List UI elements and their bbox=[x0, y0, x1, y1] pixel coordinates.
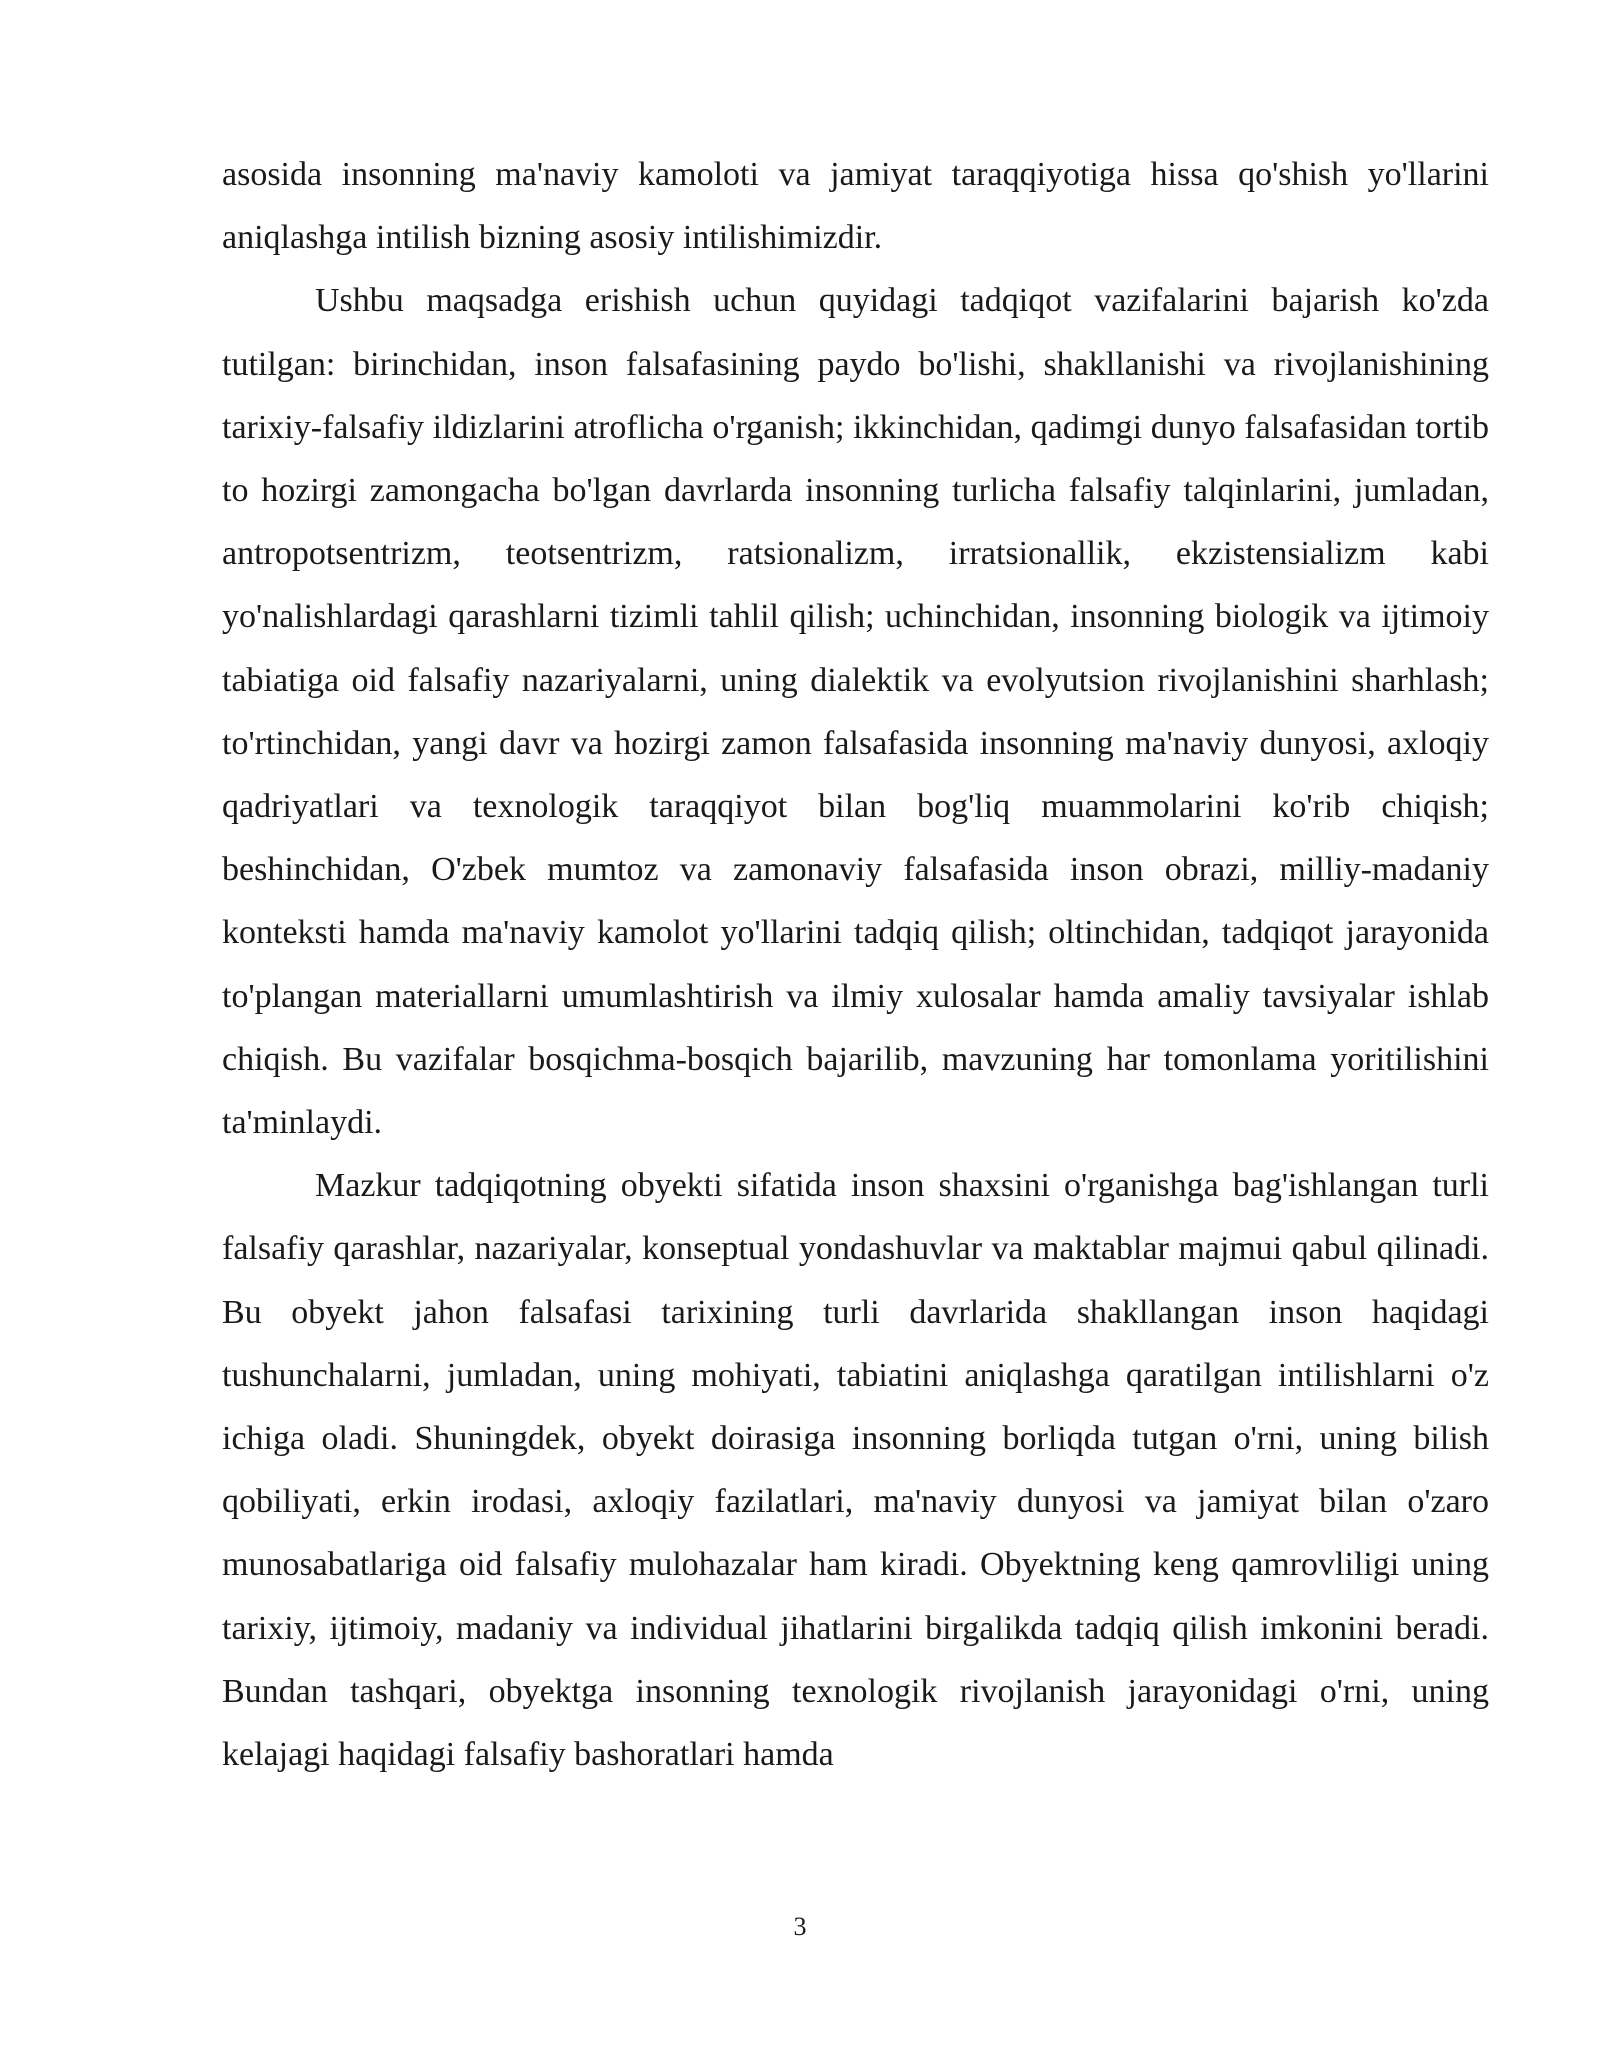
body-text bbox=[222, 143, 1489, 1786]
page-number: 3 bbox=[793, 1912, 807, 1941]
paragraph-research-object: Mazkur tadqiqotning obyekti sifatida inson shaxsini o'rganishga bag'ishlangan turli falsafiy qarashlar, nazariyalar, konseptual yondashuvlar va maktablar majmui qabul qilinadi. Bu obyekt jahon falsafasi tarixining turli davrlarida shakllangan inson haqidagi tushunchalarni, jumladan, uning mohiyati, tabiatini aniqlashga qaratilgan intilishlarni o'z ichiga oladi. Shuningdek, obyekt doirasiga insonning borliqda tutgan o'rni, uning bilish qobiliyati, erkin irodasi, axloqiy fazilatlari, ma'naviy dunyosi va jamiyat bilan o'zaro munosabatlariga oid falsafiy mulohazalar ham kiradi. Obyektning keng qamrovliligi uning tarixiy, ijtimoiy, madaniy va individual jihatlarini birgalikda tadqiq qilish imkonini beradi. Bundan tashqari, obyektga insonning texnologik rivojlanish jarayonidagi o'rni, uning kelajagi haqidagi falsafiy bashoratlari hamda bbox=[222, 1167, 1489, 1774]
paragraph-continuation: asosida insonning ma'naviy kamoloti va jamiyat taraqqiyotiga hissa qo'shish yo'llarini aniqlashga intilish bizning asosiy intilishimizdir. bbox=[222, 156, 1489, 257]
paragraph-research-tasks: Ushbu maqsadga erishish uchun quyidagi tadqiqot vazifalarini bajarish ko'zda tutilgan: birinchidan, inson falsafasining paydo bo'lishi, shakllanishi va rivojlanishining tarixiy-falsafiy ildizlarini atroflicha o'rganish; ikkinchidan, qadimgi dunyo falsafasidan tortib to hozirgi zamongacha bo'lgan davrlarda insonning turlicha falsafiy talqinlarini, jumladan, antropotsentrizm, teotsentrizm, ratsionalizm, irratsionallik, ekzistensializm kabi yo'nalishlardagi qarashlarni tizimli tahlil qilish; uchinchidan, insonning biologik va ijtimoiy tabiatiga oid falsafiy nazariyalarni, uning dialektik va evolyutsion rivojlanishini sharhlash; to'rtinchidan, yangi davr va hozirgi zamon falsafasida insonning ma'naviy dunyosi, axloqiy qadriyatlari va texnologik taraqqiyot bilan bog'liq muammolarini ko'rib chiqish; beshinchidan, O'zbek mumtoz va zamonaviy falsafasida inson obrazi, milliy-madaniy konteksti hamda ma'naviy kamolot yo'llarini tadqiq qilish; oltinchidan, tadqiqot jarayonida to'plangan materiallarni umumlashtirish va ilmiy xulosalar hamda amaliy tavsiyalar ishlab chiqish. Bu vazifalar bosqichma-bosqich bajarilib, mavzuning har tomonlama yoritilishini ta'minlaydi. bbox=[222, 282, 1489, 1142]
